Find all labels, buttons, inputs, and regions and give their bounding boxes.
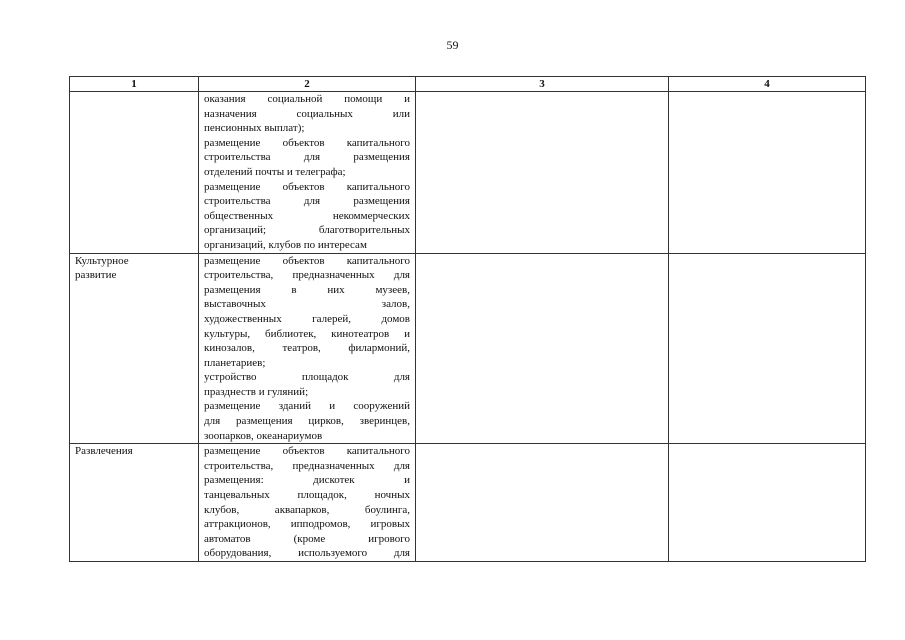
description-line: автоматов (кроме игрового [204, 532, 410, 545]
description-line: оказания социальной помощи и [204, 93, 410, 105]
row-name: Развлечения [75, 445, 133, 458]
description-line: размещение объектов капитального [204, 445, 410, 458]
row-name-cell [70, 92, 199, 254]
description-line: зоопарков, океанариумов [204, 429, 323, 442]
description-line: для размещения цирков, зверинцев, [204, 415, 410, 428]
description-cell [199, 444, 416, 562]
description-line: строительства для размещения [204, 195, 410, 208]
column-4-cell [669, 253, 866, 444]
description-line: оборудования, используемого для [204, 547, 410, 560]
page-number: 59 [446, 38, 459, 52]
description-line: размещение объектов капитального [204, 254, 410, 267]
description-line: размещения в них музеев, [204, 283, 410, 296]
description-line: кинозалов, театров, филармоний, [204, 342, 410, 355]
description-line: строительства, предназначенных для [204, 269, 410, 282]
description-line: организаций, клубов по интересам [204, 238, 367, 251]
column-3-cell [416, 253, 669, 444]
description-line: пенсионных выплат); [204, 122, 305, 135]
description-line: планетариев; [204, 356, 266, 369]
column-header-2: 2 [199, 77, 416, 92]
description-line: размещение объектов капитального [204, 136, 410, 149]
description-line: художественных галерей, домов [204, 312, 410, 325]
description-cell [199, 253, 416, 444]
description-line: отделений почты и телеграфа; [204, 165, 346, 178]
column-3-cell [416, 92, 669, 254]
description-line: назначения социальных или [204, 107, 410, 120]
description-line: строительства для размещения [204, 151, 410, 164]
description-line: размещение зданий и сооружений [204, 400, 410, 413]
description-line: размещение объектов капитального [204, 180, 410, 193]
table-header-row [70, 77, 866, 92]
description-line: строительства, предназначенных для [204, 459, 410, 472]
row-name: Культурное развитие [75, 254, 129, 282]
description-line: размещения: дискотек и [204, 474, 410, 487]
table-row [70, 253, 866, 444]
column-header-4: 4 [669, 77, 866, 92]
row-name-cell [70, 444, 199, 562]
description-cell [199, 92, 416, 254]
column-header-3: 3 [416, 77, 669, 92]
table-row [70, 444, 866, 562]
description-line: культуры, библиотек, кинотеатров и [204, 327, 410, 340]
description-line: аттракционов, ипподромов, игровых [204, 518, 410, 531]
description-line: общественных некоммерческих [204, 209, 410, 222]
description-line: выставочных залов, [204, 298, 410, 311]
column-3-cell [416, 444, 669, 562]
description-line: клубов, аквапарков, боулинга, [204, 503, 410, 516]
column-4-cell [669, 92, 866, 254]
column-4-cell [669, 444, 866, 562]
description-line: устройство площадок для [204, 371, 410, 384]
table-row [70, 92, 866, 254]
content-table [69, 76, 866, 562]
row-name-cell [70, 253, 199, 444]
description-line: организаций; благотворительных [204, 224, 410, 237]
description-line: празднеств и гуляний; [204, 385, 309, 398]
description-line: танцевальных площадок, ночных [204, 489, 410, 502]
column-header-1: 1 [70, 77, 199, 92]
